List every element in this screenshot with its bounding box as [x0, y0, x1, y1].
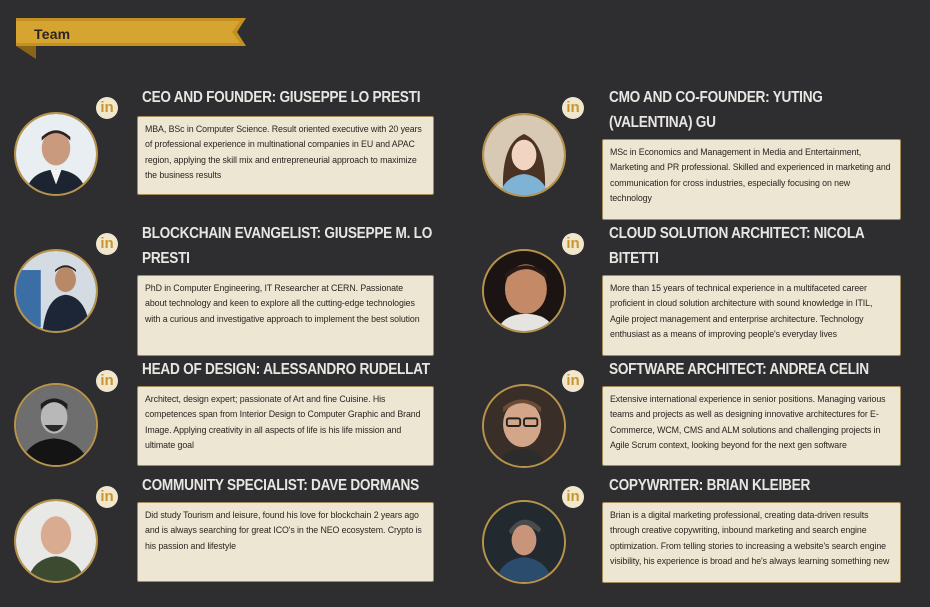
linkedin-icon[interactable]: in — [562, 370, 584, 392]
member-bio: Did study Tourism and leisure, found his love for blockchain 2 years ago and is always searching for great ICO's in the NEO ecosystem. Crypto is his passion and lifestyle — [137, 502, 434, 582]
member-title: COPYWRITER: BRIAN KLEIBER — [609, 477, 811, 494]
avatar — [14, 499, 98, 583]
avatar — [14, 112, 98, 196]
linkedin-icon[interactable]: in — [96, 233, 118, 255]
member-title: BLOCKCHAIN EVANGELIST: GIUSEPPE M. LO PRESTI — [142, 225, 433, 267]
linkedin-icon[interactable]: in — [96, 97, 118, 119]
section-title: Team — [34, 26, 71, 42]
avatar — [14, 249, 98, 333]
member-title: CMO AND CO-FOUNDER: YUTING (VALENTINA) GU — [609, 89, 823, 131]
member-title: HEAD OF DESIGN: ALESSANDRO RUDELLAT — [142, 361, 430, 378]
member-bio: MBA, BSc in Computer Science. Result oriented executive with 20 years of professional experience in multinational companies in EU and APAC region, applying the skill mix and entrepreneurial approach to maximize the business results — [137, 116, 434, 195]
member-bio: Extensive international experience in senior positions. Managing various teams and projects as well as designing innovative architectures for E-Commerce, WCM, CMS and ALM solutions and challenging projects in Agile Scrum context, looking beyond for the next gen software — [602, 386, 901, 466]
avatar — [14, 383, 98, 467]
avatar — [482, 113, 566, 197]
avatar — [482, 500, 566, 584]
member-title: COMMUNITY SPECIALIST: DAVE DORMANS — [142, 477, 419, 494]
linkedin-icon[interactable]: in — [562, 233, 584, 255]
linkedin-icon[interactable]: in — [96, 486, 118, 508]
member-bio: Architect, design expert; passionate of Art and fine Cuisine. His competences span from Interior Design to Computer Graphic and Brand Image. Applying creativity in all aspects of life is his life mission and ultimate goal — [137, 386, 434, 466]
linkedin-icon[interactable]: in — [96, 370, 118, 392]
member-bio: PhD in Computer Engineering, IT Researcher at CERN. Passionate about technology and keen to explore all the cutting-edge technologies with a curious and investigative approach to implement the best solution — [137, 275, 434, 356]
member-title: CLOUD SOLUTION ARCHITECT: NICOLA BITETTI — [609, 225, 864, 267]
avatar — [482, 249, 566, 333]
member-title: SOFTWARE ARCHITECT: ANDREA CELIN — [609, 361, 869, 378]
member-bio: More than 15 years of technical experience in a multifaceted career proficient in cloud solution architecture with sound knowledge in ITIL, Agile project management and enterprise architecture. Technology enthusiast as a means of improving people's everyday lives — [602, 275, 901, 356]
avatar — [482, 384, 566, 468]
linkedin-icon[interactable]: in — [562, 97, 584, 119]
member-bio: MSc in Economics and Management in Media and Entertainment, Marketing and PR professional. Skilled and experienced in marketing and communication for cross industries, especially focusing on new technology — [602, 139, 901, 220]
linkedin-icon[interactable]: in — [562, 486, 584, 508]
member-bio: Brian is a digital marketing professional, creating data-driven results through creative copywriting, inbound marketing and search engine optimization. From telling stories to increasing a website's search engine visibility, his experience is broad and he's always learning something new — [602, 502, 901, 583]
member-title: CEO AND FOUNDER: GIUSEPPE LO PRESTI — [142, 89, 421, 106]
